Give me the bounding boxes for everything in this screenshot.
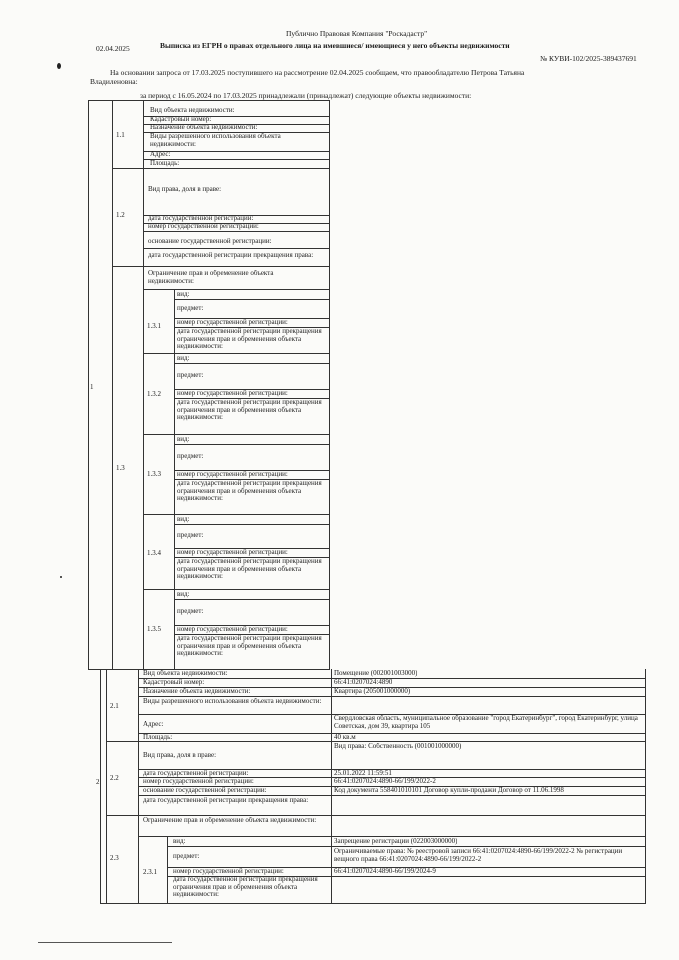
obj1-restr-1-kind-label: вид: [177, 291, 190, 298]
obj1-restr-5-kind-label: вид: [177, 591, 190, 598]
section-2-number: 2 [96, 778, 100, 786]
obj1-restr-4-subject-label: предмет: [177, 532, 204, 539]
section-2-3-number: 2.3 [110, 854, 119, 862]
obj2-area-label: Площадь: [143, 734, 173, 741]
document-number: № КУВИ-102/2025-389437691 [540, 54, 637, 63]
obj1-restr-2-subject-label: предмет: [177, 372, 204, 379]
section-1-3-3-number: 1.3.3 [147, 470, 161, 478]
obj1-restr-1-end-label: дата государственной регистрации прекращения ограничения прав и обременения объекта недвижимости: [177, 328, 322, 350]
obj2-right-type-label: Вид права, доля в праве: [143, 752, 217, 759]
obj1-reg-end-label: дата государственной регистрации прекращения права: [148, 252, 314, 259]
section-1-3-4-number: 1.3.4 [147, 549, 161, 557]
section-1-3-1-number: 1.3.1 [147, 322, 161, 330]
obj1-restr-3-reg-number-label: номер государственной регистрации: [177, 471, 288, 478]
section-1-number: 1 [90, 383, 94, 391]
obj1-purpose-label: Назначение объекта недвижимости: [150, 124, 258, 131]
margin-dot [60, 576, 62, 578]
obj1-address-label: Адрес: [150, 151, 171, 158]
obj2-reg-number-value: 66:41:0207024:4890-66/199/2022-2 [334, 778, 436, 785]
obj2-address-label: Адрес: [143, 721, 164, 728]
obj1-restr-2-end-label: дата государственной регистрации прекращения ограничения прав и обременения объекта недвижимости: [177, 399, 322, 421]
obj2-object-type-label: Вид объекта недвижимости: [143, 670, 228, 677]
obj2-object-type-value: Помещение (002001003000) [334, 670, 418, 677]
obj2-cadastral-value: 66:41:0207024:4890 [334, 679, 393, 686]
obj2-right-type-value: Вид права: Собственность (001001000000) [334, 743, 462, 750]
obj2-reg-date-label: дата государственной регистрации: [143, 770, 249, 777]
section-1-3-2-number: 1.3.2 [147, 390, 161, 398]
obj2-restr-reg-number-value: 66:41:0207024:4890-66/199/2024-9 [334, 868, 436, 875]
intro-line-2: Владиленовна: [90, 77, 138, 86]
obj2-permitted-use-label: Виды разрешенного использования объекта недвижимости: [143, 698, 322, 705]
section-1-3-number: 1.3 [116, 464, 125, 472]
obj1-restr-1-subject-label: предмет: [177, 305, 204, 312]
obj1-restr-5-reg-number-label: номер государственной регистрации: [177, 626, 288, 633]
obj2-reg-number-label: номер государственной регистрации: [143, 778, 254, 785]
obj2-restr-kind-value: Запрещение регистрации (022003000000) [334, 838, 458, 845]
obj1-restr-4-reg-number-label: номер государственной регистрации: [177, 549, 288, 556]
obj1-object-type-label: Вид объекта недвижимости: [150, 107, 235, 114]
obj1-restr-3-end-label: дата государственной регистрации прекращения ограничения прав и обременения объекта недвижимости: [177, 480, 322, 502]
obj2-reg-basis-label: основание государственной регистрации: [143, 787, 267, 794]
obj2-restr-subject-label: предмет: [173, 853, 200, 860]
obj2-purpose-value: Квартира (205001000000) [334, 688, 411, 695]
obj2-reg-end-label: дата государственной регистрации прекращения права: [143, 797, 309, 804]
obj2-area-value: 40 кв.м [334, 734, 356, 741]
obj2-restr-subject-value: Ограничиваемые права: № реестровой записи 66:41:0207024:4890-66/199/2022-2 № регистрации вещного права 66:41:0207024:4890-66/199/2022-2 [334, 848, 623, 863]
obj2-reg-date-value: 25.01.2022 11:59:51 [334, 770, 392, 777]
obj2-reg-basis-value: Код документа 558401010101 Договор купли-продажи Договор от 11.06.1998 [334, 787, 564, 794]
obj1-permitted-use-label: Виды разрешенного использования объекта недвижимости: [150, 133, 281, 148]
obj1-cadastral-label: Кадастровый номер: [150, 116, 212, 123]
obj1-restrictions-label: Ограничение прав и обременение объекта недвижимости: [148, 270, 274, 285]
obj2-purpose-label: Назначение объекта недвижимости: [143, 688, 251, 695]
obj1-restr-4-kind-label: вид: [177, 516, 190, 523]
obj2-restr-end-label: дата государственной регистрации прекращения ограничения прав и обременения объекта недвижимости: [173, 876, 318, 898]
section-2-2-number: 2.2 [110, 774, 119, 782]
obj2-address-value: Свердловская область, муниципальное образование "город Екатеринбург", город Екатеринбург, улица Советская, дом 39, квартира 105 [334, 715, 638, 730]
obj1-restr-3-kind-label: вид: [177, 436, 190, 443]
obj1-restr-2-kind-label: вид: [177, 355, 190, 362]
margin-mark [57, 63, 61, 69]
obj1-right-type-label: Вид права, доля в праве: [148, 186, 222, 193]
document-date: 02.04.2025 [96, 44, 130, 53]
obj2-cadastral-label: Кадастровый номер: [143, 679, 205, 686]
section-2-3-1-number: 2.3.1 [143, 868, 157, 876]
organization-name: Публично Правовая Компания "Роскадастр" [286, 29, 428, 38]
obj1-area-label: Площадь: [150, 160, 180, 167]
obj1-reg-basis-label: основание государственной регистрации: [148, 238, 272, 245]
obj1-restr-5-end-label: дата государственной регистрации прекращения ограничения прав и обременения объекта недвижимости: [177, 635, 322, 657]
obj1-restr-4-end-label: дата государственной регистрации прекращения ограничения прав и обременения объекта недвижимости: [177, 558, 322, 580]
obj1-restr-1-reg-number-label: номер государственной регистрации: [177, 319, 288, 326]
obj1-restr-5-subject-label: предмет: [177, 608, 204, 615]
obj1-reg-number-label: номер государственной регистрации: [148, 223, 259, 230]
obj1-reg-date-label: дата государственной регистрации: [148, 215, 254, 222]
section-1-2-number: 1.2 [116, 211, 125, 219]
intro-line-3: за период с 16.05.2024 по 17.03.2025 принадлежали (принадлежат) следующие объекты недвижимости: [140, 91, 472, 100]
document-title: Выписка из ЕГРН о правах отдельного лица на имевшиеся/ имеющиеся у него объекты недвижимости [160, 41, 510, 50]
obj1-restr-2-reg-number-label: номер государственной регистрации: [177, 390, 288, 397]
obj2-restr-kind-label: вид: [173, 838, 186, 845]
section-1-3-5-number: 1.3.5 [147, 625, 161, 633]
intro-line-1: На основании запроса от 17.03.2025 поступившего на рассмотрение 02.04.2025 сообщаем, что правообладателю Петрова Татьяна [110, 68, 525, 77]
obj1-restr-3-subject-label: предмет: [177, 453, 204, 460]
obj2-restrictions-label: Ограничение прав и обременение объекта недвижимости: [143, 817, 317, 824]
obj2-restr-reg-number-label: номер государственной регистрации: [173, 868, 284, 875]
section-1-1-number: 1.1 [116, 131, 125, 139]
section-2-1-number: 2.1 [110, 702, 119, 710]
footer-rule [38, 942, 172, 943]
